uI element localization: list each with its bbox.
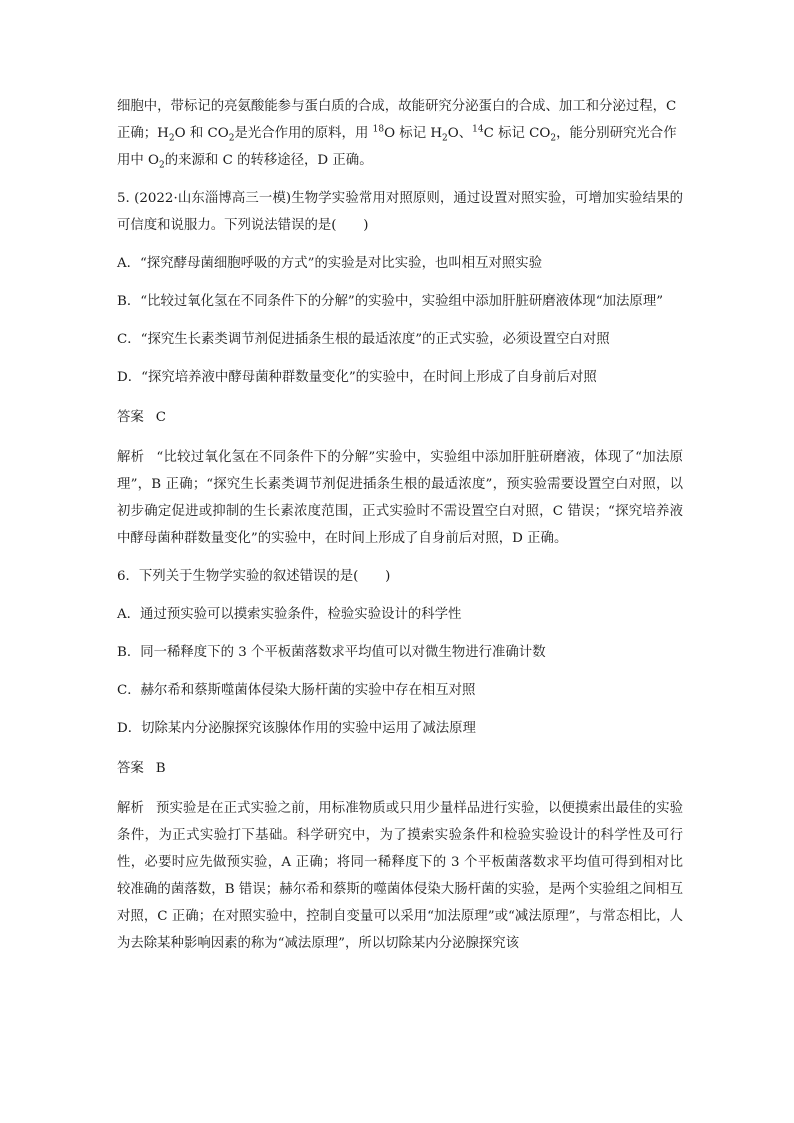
analysis-label: 解析	[117, 801, 145, 816]
question-5-option-b: B．“比较过氧化氢在不同条件下的分解”的实验中，实验组中添加肝脏研磨液体现“加法原理”	[117, 294, 664, 309]
answer-value: C	[155, 410, 167, 425]
question-6-answer	[117, 755, 683, 782]
answer-label: 答案	[117, 761, 144, 776]
answer-value: B	[155, 761, 166, 776]
analysis-label: 解析	[117, 450, 145, 465]
question-5-answer	[117, 404, 683, 431]
question-5-option-d: D．“探究培养液中酵母菌种群数量变化”的实验中，在时间上形成了自身前后对照	[117, 370, 597, 385]
intro-paragraph: 细胞中，带标记的亮氨酸能参与蛋白质的合成，故能研究分泌蛋白的合成、加工和分泌过程，C 正确；$H_2O$ 和 $CO_2$是光合作用的原料，用 $^{18}$O 标记 $H_2O$、$^{14}$C 标记 $CO_2$，能分别研究光合作 用中 $O_2$的来源和 C 的转移途径，D 正确。	[117, 99, 677, 171]
answer-label: 答案	[117, 410, 144, 425]
analysis-text: 预实验是在正式实验之前，用标准物质或只用少量样品进行实验，以便摸索出最佳的实验条件，为正式实验打下基础。科学研究中，为了摸索实验条件和检验实验设计的科学性及可行性，必要时应先做预实验，A 正确；将同一稀释度下的 3 个平板菌落数求平均值可得到相对比较准确的菌落数，B 错误；赫尔希和蔡斯的噬菌体侵染大肠杆菌的实验，是两个实验组之间相互对照，C 正确；在对照实验中，控制自变量可以采用“加法原理”或“减法原理”，与常态相比，人为去除某种影响因素的称为“减法原理”，所以切除某内分泌腺探究该	[117, 801, 683, 951]
analysis-text: “比较过氧化氢在不同条件下的分解”实验中，实验组中添加肝脏研磨液，体现了“加法原理”，B 正确；“探究生长素类调节剂促进插条生根的最适浓度”，预实验需要设置空白对照，以初步确定促进或抑制的生长素浓度范围，正式实验时不需设置空白对照，C 错误；“探究培养液中酵母菌种群数量变化”的实验中，在时间上形成了自身前后对照，D 正确。	[117, 450, 684, 546]
question-5-option-a: A．“探究酵母菌细胞呼吸的方式”的实验是对比实验，也叫相互对照实验	[117, 256, 543, 271]
question-6-option-a: A．通过预实验可以摸索实验条件，检验实验设计的科学性	[117, 607, 462, 622]
question-6-option-d: D．切除某内分泌腺探究该腺体作用的实验中运用了减法原理	[117, 721, 476, 736]
question-6-stem: 6．下列关于生物学实验的叙述错误的是( )	[117, 569, 391, 584]
question-6-analysis	[117, 795, 683, 957]
question-6-option-b: B．同一稀释度下的 3 个平板菌落数求平均值可以对微生物进行准确计数	[117, 645, 546, 660]
intro-line-1: 细胞中，带标记的亮氨酸能参与蛋白质的合成，故能研究分泌蛋白的合成、加工和分泌过程，C	[117, 99, 677, 114]
question-5-option-c: C．“探究生长素类调节剂促进插条生根的最适浓度”的正式实验，必须设置空白对照	[117, 332, 610, 347]
document-page	[117, 93, 683, 957]
question-6-option-c: C．赫尔希和蔡斯噬菌体侵染大肠杆菌的实验中存在相互对照	[117, 683, 476, 698]
question-5-stem: 5. (2022·山东淄博高三一模)生物学实验常用对照原则，通过设置对照实验，可增加实验结果的可信度和说服力。下列说法错误的是( )	[117, 191, 683, 233]
question-5-analysis	[117, 444, 683, 552]
